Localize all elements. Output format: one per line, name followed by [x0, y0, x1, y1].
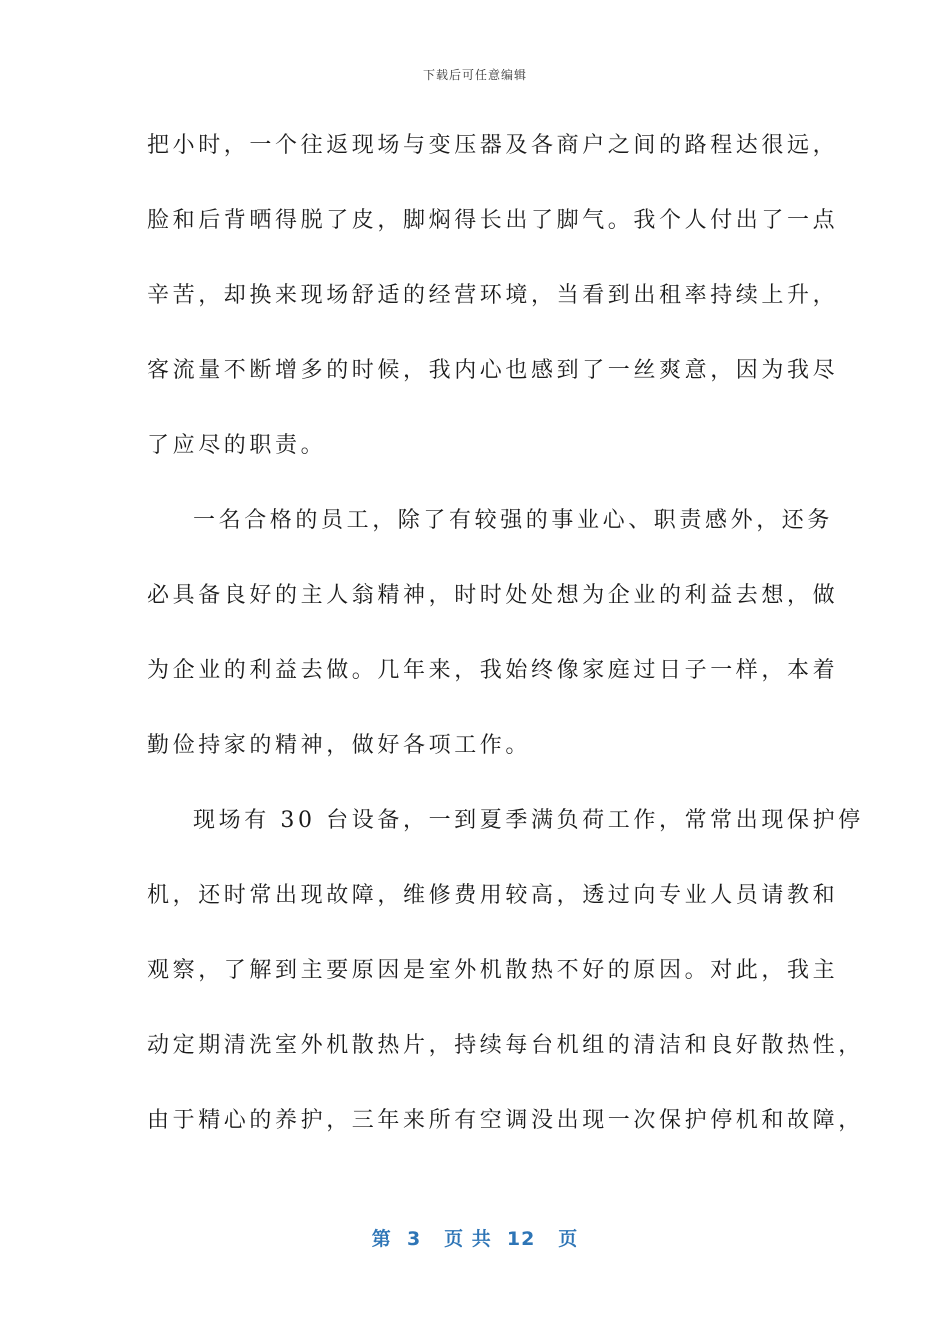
text-line: 勤俭持家的精神，做好各项工作。 — [147, 733, 532, 758]
text-line: 辛苦，却换来现场舒适的经营环境，当看到出租率持续上升， — [147, 283, 839, 308]
page-number-footer: 第 3 页 共 12 页 — [371, 1228, 579, 1250]
text-line: 客流量不断增多的时候，我内心也感到了一丝爽意，因为我尽 — [147, 358, 839, 383]
text-line: 由于精心的养护，三年来所有空调没出现一次保护停机和故障， — [147, 1108, 864, 1133]
text-line: 把小时，一个往返现场与变压器及各商户之间的路程达很远， — [147, 133, 839, 158]
text-line: 为企业的利益去做。几年来，我始终像家庭过日子一样，本着 — [147, 658, 839, 683]
text-line: 机，还时常出现故障，维修费用较高，透过向专业人员请教和 — [147, 883, 839, 908]
page-header: 下载后可任意编辑 — [422, 68, 527, 82]
text-line: 必具备良好的主人翁精神，时时处处想为企业的利益去想，做 — [147, 583, 839, 608]
paragraph-first-line: 现场有 30 台设备，一到夏季满负荷工作，常常出现保护停 — [193, 808, 864, 833]
text-line: 了应尽的职责。 — [147, 433, 327, 458]
paragraph-first-line: 一名合格的员工，除了有较强的事业心、职责感外，还务 — [193, 508, 834, 533]
body-text — [147, 122, 864, 1172]
text-line: 脸和后背晒得脱了皮，脚焖得长出了脚气。我个人付出了一点 — [147, 208, 839, 233]
text-line: 动定期清洗室外机散热片，持续每台机组的清洁和良好散热性， — [147, 1033, 864, 1058]
text-line: 观察，了解到主要原因是室外机散热不好的原因。对此，我主 — [147, 958, 839, 983]
